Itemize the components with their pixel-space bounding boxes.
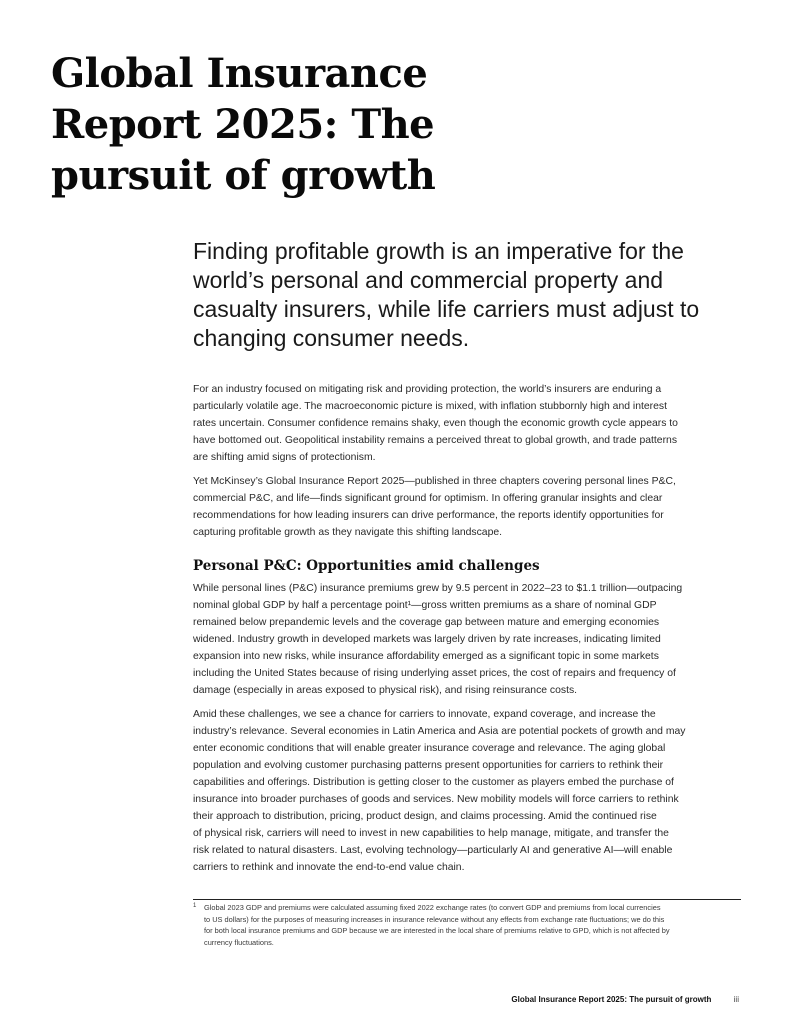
title-line: pursuit of growth: [51, 152, 436, 199]
footnote-divider: [193, 899, 741, 900]
paragraph-line: nominal global GDP by half a percentage point¹—gross written premiums as a share of nominal GDP: [193, 600, 657, 611]
footnote-line: Global 2023 GDP and premiums were calculated assuming fixed 2022 exchange rates (to convert GDP and premiums from local currencies: [204, 903, 661, 912]
paragraph-line: industry’s relevance. Several economies in Latin America and Asia are potential pockets of growth and may: [193, 726, 686, 737]
paragraph-line: capabilities and offerings. Distribution is getting closer to the customer as players embed the purchase of: [193, 777, 674, 788]
running-title: Global Insurance Report 2025: The pursuit of growth: [511, 995, 712, 1004]
paragraph-line: particularly volatile age. The macroeconomic picture is mixed, with inflation stubbornly high and interest: [193, 401, 667, 412]
footnote-line: currency fluctuations.: [204, 937, 274, 947]
intro-paragraph-1: [193, 381, 741, 466]
paragraph-line: carriers to rethink and innovate the end-to-end value chain.: [193, 862, 465, 873]
section-paragraph-2: [193, 706, 741, 876]
paragraph-line: capturing profitable growth as they navigate this shifting landscape.: [193, 527, 503, 538]
paragraph-line: are shifting amid signs of protectionism.: [193, 452, 376, 463]
page-title: [51, 48, 491, 201]
paragraph-line: their approach to distribution, pricing, product design, and claims processing. Amid the continued rise: [193, 811, 657, 822]
paragraph-line: have bottomed out. Geopolitical instability remains a perceived threat to global growth, and trade patterns: [193, 435, 678, 446]
paragraph-line: recommendations for how leading insurers can drive performance, the reports identify opportunities for: [193, 510, 664, 521]
lede-line: Finding profitable growth is an imperative for the: [193, 238, 684, 264]
paragraph-line: Amid these challenges, we see a chance for carriers to innovate, expand coverage, and increase the: [193, 709, 656, 720]
paragraph-line: While personal lines (P&C) insurance premiums grew by 9.5 percent in 2022–23 to $1.1 trillion—outpacing: [193, 583, 683, 594]
footnote: [193, 902, 741, 948]
footnote-text: [204, 902, 741, 948]
paragraph-line: expansion into new risks, while insurance affordability emerged as a significant topic in some markets: [193, 651, 659, 662]
lede-line: casualty insurers, while life carriers must adjust to: [193, 296, 700, 322]
paragraph-line: population and evolving customer purchasing patterns present opportunities for carriers to rethink their: [193, 760, 664, 771]
lede-line: changing consumer needs.: [193, 325, 470, 351]
paragraph-line: insurance into broader purchases of goods and services. New mobility models will force carriers to rethink: [193, 794, 679, 805]
title-line: Report 2025: The: [51, 101, 435, 148]
page-number: iii: [733, 995, 739, 1004]
footnote-line: for both local insurance premiums and GDP because we are interested in the local share of premiums relative to GPD, which is not affected by: [204, 926, 670, 936]
paragraph-line: damage (especially in areas exposed to physical risk), and rising reinsurance costs.: [193, 685, 578, 696]
page-footer: [511, 994, 739, 1006]
paragraph-line: of physical risk, carriers will need to invest in new capabilities to help manage, mitigate, and transfer the: [193, 828, 669, 839]
intro-paragraph-2: [193, 473, 741, 541]
section-paragraph-1: [193, 580, 741, 699]
footnote-marker: 1: [193, 903, 197, 909]
paragraph-line: rates uncertain. Consumer confidence remains shaky, even though the economic growth cycle appears to: [193, 418, 678, 429]
paragraph-line: For an industry focused on mitigating risk and providing protection, the world’s insurers are enduring a: [193, 384, 662, 395]
paragraph-line: widened. Industry growth in developed markets was largely driven by rate increases, indicating limited: [193, 634, 661, 645]
lede-line: world’s personal and commercial property and: [193, 267, 664, 293]
paragraph-line: risk related to natural disasters. Last, evolving technology—particularly AI and generative AI—will enable: [193, 845, 673, 856]
lede-summary: [193, 237, 753, 353]
footnote-line: to US dollars) for the purposes of measuring increases in insurance relevance without any effects from exchange rate fluctuations; we do this: [204, 914, 665, 924]
section-heading: Personal P&C: Opportunities amid challenges: [193, 558, 540, 574]
title-line: Global Insurance: [51, 50, 428, 97]
paragraph-line: commercial P&C, and life—finds significant ground for optimism. In offering granular insights and clear: [193, 493, 663, 504]
paragraph-line: including the United States because of rising underlying asset prices, the cost of repairs and frequency of: [193, 668, 676, 679]
paragraph-line: enter economic conditions that will enable greater insurance coverage and relevance. The aging global: [193, 743, 666, 754]
paragraph-line: Yet McKinsey’s Global Insurance Report 2025—published in three chapters covering personal lines P&C,: [193, 476, 676, 487]
paragraph-line: remained below prepandemic levels and the coverage gap between mature and emerging economies: [193, 617, 660, 628]
